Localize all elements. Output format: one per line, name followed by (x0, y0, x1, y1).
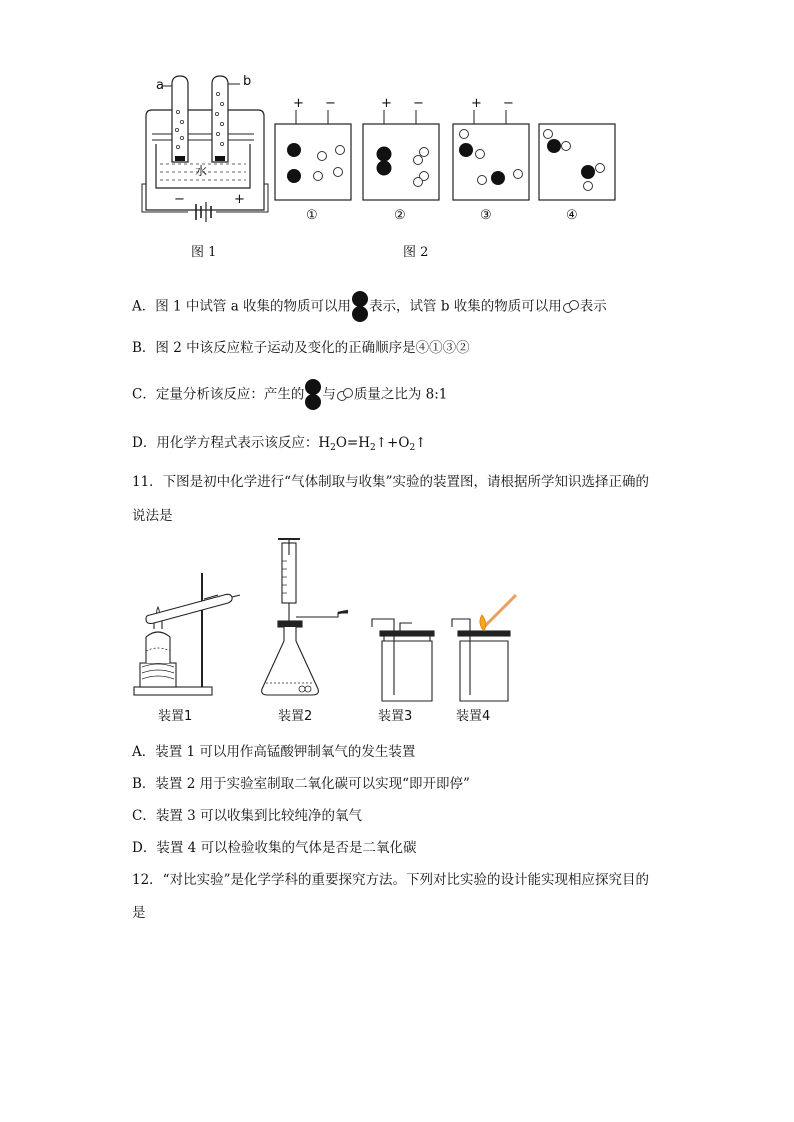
apparatus-figure (132, 533, 532, 723)
oxygen-molecule-icon (351, 290, 369, 324)
box-3-plus: + (471, 96, 482, 111)
apparatus-drawing (132, 533, 532, 703)
box-1-plus: + (293, 96, 304, 111)
box-3-drawing (452, 110, 532, 204)
oxygen-molecule-icon (304, 378, 322, 412)
box-4-drawing (538, 110, 618, 204)
figure-2-particles (270, 96, 620, 226)
box-1-drawing (274, 110, 354, 204)
q11-option-d: D．装置 4 可以检验收集的气体是否是二氧化碳 (132, 840, 417, 856)
figure-1-electrolysis (140, 72, 270, 222)
box-3-number: ③ (480, 208, 492, 223)
water-label: 水 (195, 164, 208, 178)
box-4-number: ④ (566, 208, 578, 223)
q11-stem-line1: 11．下图是初中化学进行“气体制取与收集”实验的装置图，请根据所学知识选择正确的 (132, 474, 649, 490)
figure-1-caption: 图 1 (191, 245, 217, 260)
box-2-plus: + (381, 96, 392, 111)
q10-option-c: C．定量分析该反应：产生的 与 质量之比为 8:1 (132, 378, 447, 412)
q10-option-d: D．用化学方程式表示该反应：$H_2O=H_2↑+O_2↑$ (132, 435, 427, 453)
q12-stem-line1: 12．“对比实验”是化学学科的重要探究方法。下列对比实验的设计能实现相应探究目的 (132, 872, 649, 888)
hydrogen-molecule-icon (562, 300, 580, 314)
particle-box-3 (452, 96, 532, 223)
apparatus-4-label: 装置4 (456, 709, 491, 724)
tube-b-label: b (243, 74, 252, 89)
q11-stem-line2: 说法是 (132, 508, 173, 524)
q12-stem-line2: 是 (132, 905, 146, 921)
box-2-drawing (362, 110, 442, 204)
box-1-minus: − (325, 96, 336, 111)
battery-minus-label: − (174, 192, 185, 207)
q11-option-b: B．装置 2 用于实验室制取二氧化碳可以实现“即开即停” (132, 776, 470, 792)
tube-a-label: a (156, 78, 164, 93)
figure-2-caption: 图 2 (403, 245, 429, 260)
apparatus-2-label: 装置2 (278, 709, 313, 724)
q11-option-a: A．装置 1 可以用作高锰酸钾制氧气的发生装置 (132, 744, 416, 760)
apparatus-3-label: 装置3 (378, 709, 413, 724)
q10-option-a: A．图 1 中试管 a 收集的物质可以用 表示，试管 b 收集的物质可以用 表示 (132, 290, 607, 324)
q11-option-c: C．装置 3 可以收集到比较纯净的氧气 (132, 808, 363, 824)
apparatus-1-label: 装置1 (158, 709, 193, 724)
electrolysis-drawing (140, 72, 270, 222)
q10-option-b: B．图 2 中该反应粒子运动及变化的正确顺序是④①③② (132, 340, 470, 356)
box-3-minus: − (503, 96, 514, 111)
particle-box-2 (362, 96, 442, 223)
box-2-number: ② (394, 208, 406, 223)
particle-box-1 (274, 96, 354, 223)
hydrogen-molecule-icon (336, 388, 354, 402)
battery-plus-label: + (234, 192, 245, 207)
box-1-number: ① (306, 208, 318, 223)
particle-box-4 (538, 96, 618, 223)
box-2-minus: − (413, 96, 424, 111)
